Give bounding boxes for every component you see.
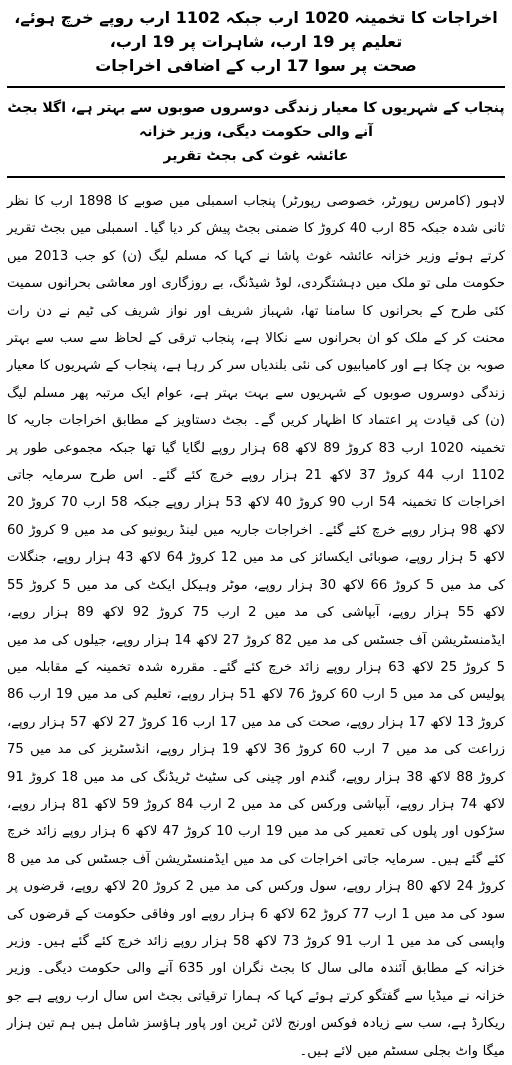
headline-divider bbox=[7, 86, 505, 88]
headline-line-1: اخراجات کا تخمینہ 1020 ارب جبکہ 1102 ارب روپے خرچ ہوئے، تعلیم پر 19 ارب، شاہرات پر 19 ارب، bbox=[14, 8, 498, 51]
headline bbox=[7, 6, 505, 78]
subheadline-divider bbox=[7, 176, 505, 178]
article-body: لاہور (کامرس رپورٹر، خصوصی رپورٹر) پنجاب اسمبلی میں صوبے کا 1898 ارب کا نظر ثانی شدہ جبکہ 85 ارب 40 کروڑ کا ضمنی بجٹ پیش کر دیا گیا۔ اسمبلی میں بجٹ تقریر کرتے ہوئے وزیر خزانہ عائشہ غوث پاشا نے کہا کہ مسلم لیگ (ن) کو جب 2013 میں حکومت ملی تو ملک میں دہشتگردی، لوڈ شیڈنگ، بے روزگاری اور معاشی بحرانوں سمیت کئی طرح کے بحرانوں کا سامنا تھا، شہباز شریف اور نواز شریف کی ٹیم نے دن رات محنت کر کے ملک کو ان بحرانوں سے نکالا ہے، پنجاب ترقی کے لحاظ سے سب سے بہتر صوبہ بن چکا ہے اور کامیابیوں کی نئی بلندیاں سر کر رہا ہے، پنجاب کے شہریوں کا معیار زندگی دوسروں صوبوں کے شہریوں سے بہت بہتر ہے، عوام ایک مرتبہ پھر مسلم لیگ (ن) کی قیادت پر اعتماد کا اظہار کریں گے۔ بجٹ دستاویز کے مطابق اخراجات جاریہ کا تخمینہ 1020 ارب 83 کروڑ 89 لاکھ 68 ہزار روپے لگایا گیا تھا جبکہ مجموعی طور پر 1102 ارب 44 کروڑ 37 لاکھ 21 ہزار روپے خرچ کئے گئے۔ اس طرح سرمایہ جاتی اخراجات کا تخمینہ 54 ارب 90 کروڑ 40 لاکھ 53 ہزار روپے جبکہ 58 ارب 70 کروڑ 20 لاکھ 98 ہزار روپے خرچ کئے گئے۔ اخراجات جاریہ میں لینڈ ریونیو کی مد میں 9 کروڑ 60 لاکھ 5 ہزار روپے، صوبائی ایکسائز کی مد میں 12 کروڑ 64 لاکھ 43 ہزار روپے، جنگلات کی مد میں 5 کروڑ 66 لاکھ 30 ہزار روپے، موٹر وہیکل ایکٹ کی مد میں 5 کروڑ 55 لاکھ 55 ہزار روپے، آبپاشی کی مد میں 2 ارب 75 کروڑ 92 لاکھ 89 ہزار روپے، ایڈمنسٹریشن آف جسٹس کی مد میں 82 کروڑ 27 لاکھ 14 ہزار روپے، جیلوں کی مد میں 5 کروڑ 25 لاکھ 63 ہزار روپے زائد خرچ کئے گئے۔ مقررہ شدہ تخمینہ کے مقابلہ میں پولیس کی مد میں 5 ارب 60 کروڑ 76 لاکھ 51 ہزار روپے، تعلیم کی مد میں 19 ارب 86 کروڑ 13 لاکھ 17 ہزار روپے، صحت کی مد میں 17 ارب 16 کروڑ 27 لاکھ 57 ہزار روپے، زراعت کی مد میں 7 ارب 60 کروڑ 36 لاکھ 19 ہزار روپے، انڈسٹریز کی مد میں 75 کروڑ 88 لاکھ 38 ہزار روپے، گندم اور چینی کی سٹیٹ ٹریڈنگ کی مد میں 18 کروڑ 91 لاکھ 74 ہزار روپے، آبپاشی ورکس کی مد میں 2 ارب 84 کروڑ 59 لاکھ 81 ہزار روپے، سڑکوں اور پلوں کی تعمیر کی مد میں 19 ارب 10 کروڑ 47 لاکھ 6 ہزار روپے زائد خرچ کئے گئے ہیں۔ سرمایہ جاتی اخراجات کی مد میں ایڈمنسٹریشن آف جسٹس کی مد میں 8 کروڑ 24 لاکھ 80 ہزار روپے، سول ورکس کی مد میں 2 کروڑ 20 لاکھ روپے، قرضوں پر سود کی مد میں 1 ارب 77 کروڑ 62 لاکھ 6 ہزار روپے اور وفاقی حکومت کے قرضوں کی واپسی کی مد میں 1 ارب 91 کروڑ 73 لاکھ 58 ہزار روپے زائد خرچ کئے گئے ہیں۔ وزیر خزانہ کے مطابق آئندہ مالی سال کا بجٹ نگران اور 635 آنے والی حکومت دیگی۔ وزیر خزانہ نے میڈیا سے گفتگو کرتے ہوئے کہا کہ ہمارا ترقیاتی بجٹ اس سال ارب روپے ہے جو ریکارڈ ہے، سب سے زیادہ فوکس اورنج لائن ٹرین اور پاور ہاؤسز شامل ہیں ہم تین ہزار میگا واٹ بجلی سسٹم میں لائے ہیں۔ bbox=[7, 194, 506, 1059]
subheadline bbox=[7, 96, 505, 168]
headline-line-2: صحت پر سوا 17 ارب کے اضافی اخراجات bbox=[95, 56, 417, 75]
subheadline-line-2: عائشہ غوث کی بجٹ تقریر bbox=[163, 148, 349, 164]
subheadline-line-1: پنجاب کے شہریوں کا معیار زندگی دوسروں صوبوں سے بہتر ہے، اگلا بجٹ آنے والی حکومت دیگی، وزیر خزانہ bbox=[7, 100, 505, 140]
